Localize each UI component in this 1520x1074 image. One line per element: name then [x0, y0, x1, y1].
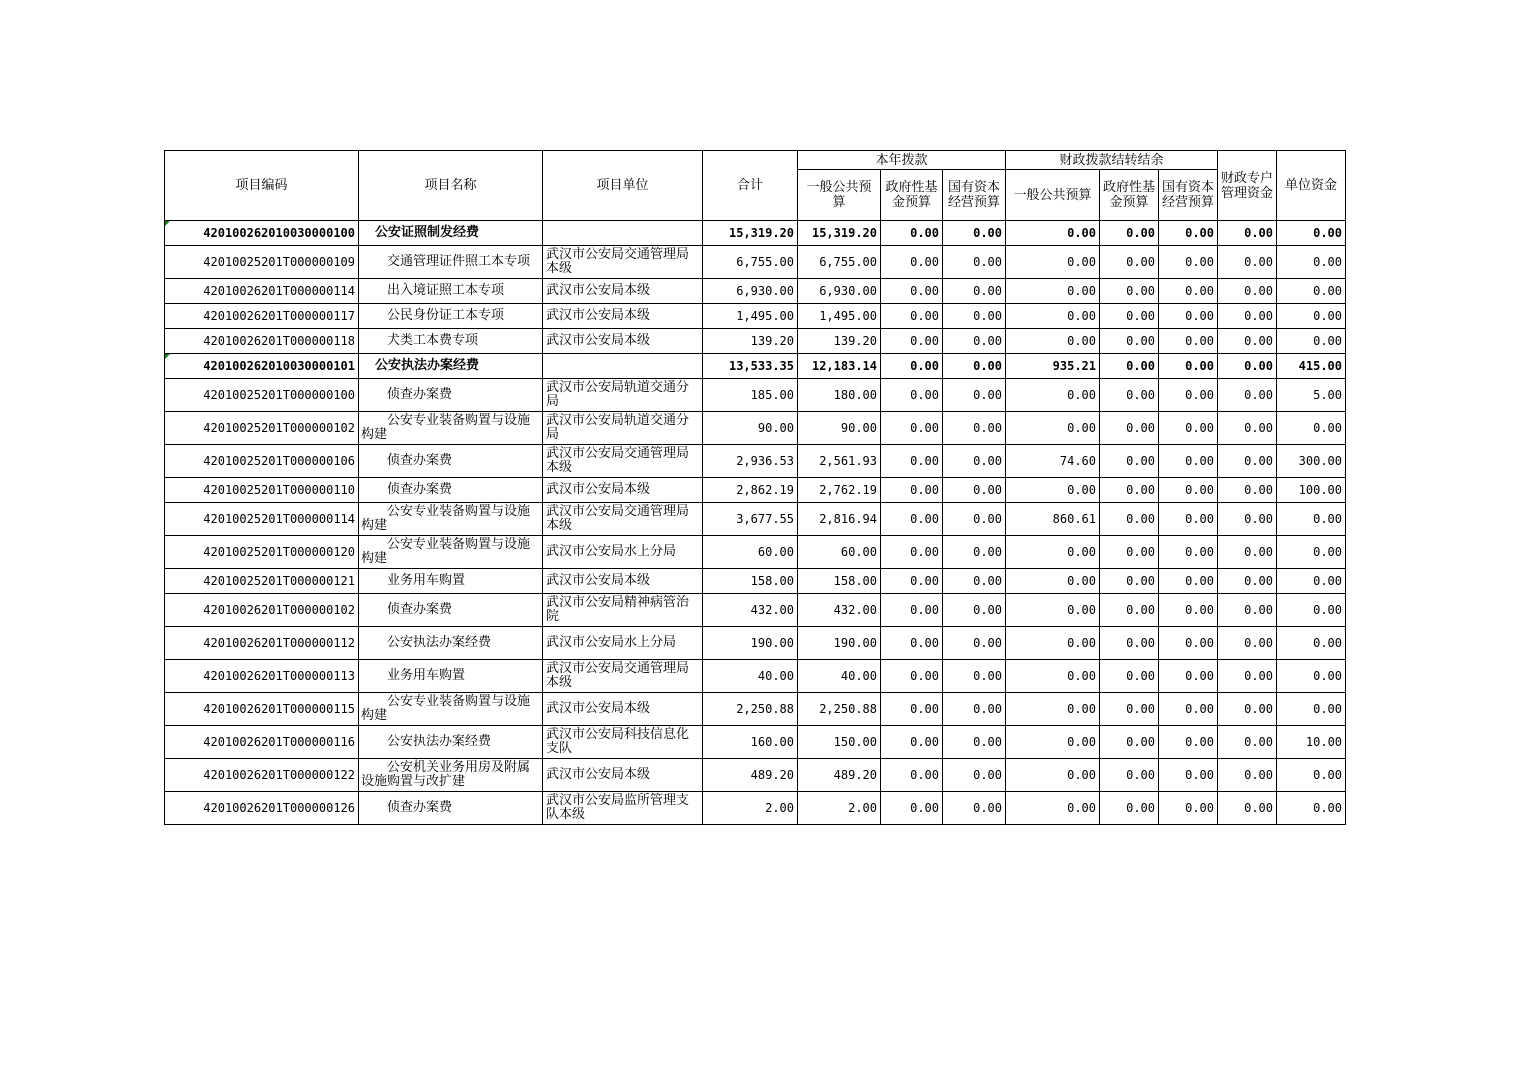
current-general-cell: 2,762.19 — [798, 478, 881, 503]
special-account-cell: 0.00 — [1218, 478, 1277, 503]
project-name-cell: 公安专业装备购置与设施构建 — [359, 536, 543, 569]
carryover-general-cell: 0.00 — [1006, 246, 1100, 279]
project-code-text: 42010026201T000000114 — [203, 284, 355, 298]
project-unit-cell — [543, 221, 703, 246]
current-state-capital-cell: 0.00 — [943, 759, 1006, 792]
carryover-general-cell: 0.00 — [1006, 379, 1100, 412]
current-state-capital-cell: 0.00 — [943, 221, 1006, 246]
table-row — [165, 759, 1346, 792]
special-account-cell: 0.00 — [1218, 627, 1277, 660]
current-general-cell: 139.20 — [798, 329, 881, 354]
header-group-carryover: 财政拨款结转结余 — [1006, 151, 1218, 170]
current-gov-fund-cell: 0.00 — [881, 693, 943, 726]
current-state-capital-cell: 0.00 — [943, 594, 1006, 627]
table-row — [165, 594, 1346, 627]
table-row — [165, 792, 1346, 825]
carryover-general-cell: 0.00 — [1006, 329, 1100, 354]
header-total: 合计 — [703, 151, 798, 221]
header-carryover-general: 一般公共预算 — [1006, 170, 1100, 221]
current-state-capital-cell: 0.00 — [943, 279, 1006, 304]
carryover-gov-fund-cell: 0.00 — [1100, 660, 1159, 693]
project-unit-cell: 武汉市公安局交通管理局本级 — [543, 660, 703, 693]
project-name-cell: 公安证照制发经费 — [359, 221, 543, 246]
carryover-gov-fund-cell: 0.00 — [1100, 329, 1159, 354]
unit-funds-cell: 10.00 — [1277, 726, 1346, 759]
carryover-gov-fund-cell: 0.00 — [1100, 379, 1159, 412]
cell-comment-flag-icon — [165, 354, 170, 359]
carryover-gov-fund-cell: 0.00 — [1100, 759, 1159, 792]
project-code-text: 42010025201T000000102 — [203, 421, 355, 435]
special-account-cell: 0.00 — [1218, 304, 1277, 329]
project-code-cell — [165, 627, 359, 660]
carryover-general-cell: 0.00 — [1006, 726, 1100, 759]
special-account-cell: 0.00 — [1218, 536, 1277, 569]
carryover-state-capital-cell: 0.00 — [1159, 445, 1218, 478]
carryover-general-cell: 0.00 — [1006, 478, 1100, 503]
project-name-cell: 侦查办案费 — [359, 478, 543, 503]
project-code-text: 42010025201T000000121 — [203, 574, 355, 588]
project-name-cell: 业务用车购置 — [359, 660, 543, 693]
project-code-text: 42010025201T000000114 — [203, 512, 355, 526]
carryover-gov-fund-cell: 0.00 — [1100, 536, 1159, 569]
carryover-state-capital-cell: 0.00 — [1159, 503, 1218, 536]
header-carryover-gov-fund: 政府性基金预算 — [1100, 170, 1159, 221]
unit-funds-cell: 0.00 — [1277, 792, 1346, 825]
current-general-cell: 190.00 — [798, 627, 881, 660]
project-code-cell — [165, 246, 359, 279]
current-gov-fund-cell: 0.00 — [881, 660, 943, 693]
special-account-cell: 0.00 — [1218, 412, 1277, 445]
carryover-gov-fund-cell: 0.00 — [1100, 221, 1159, 246]
special-account-cell: 0.00 — [1218, 279, 1277, 304]
total-cell: 3,677.55 — [703, 503, 798, 536]
cell-comment-flag-icon — [165, 221, 170, 226]
project-unit-cell: 武汉市公安局水上分局 — [543, 627, 703, 660]
project-code-cell — [165, 503, 359, 536]
project-code-text: 42010026201T000000118 — [203, 334, 355, 348]
project-unit-cell: 武汉市公安局本级 — [543, 478, 703, 503]
project-name-cell: 业务用车购置 — [359, 569, 543, 594]
current-state-capital-cell: 0.00 — [943, 445, 1006, 478]
project-code-text: 42010025201T000000109 — [203, 255, 355, 269]
special-account-cell: 0.00 — [1218, 379, 1277, 412]
current-general-cell: 150.00 — [798, 726, 881, 759]
current-gov-fund-cell: 0.00 — [881, 445, 943, 478]
special-account-cell: 0.00 — [1218, 246, 1277, 279]
carryover-gov-fund-cell: 0.00 — [1100, 354, 1159, 379]
project-code-cell — [165, 221, 359, 246]
project-code-cell — [165, 329, 359, 354]
carryover-state-capital-cell: 0.00 — [1159, 412, 1218, 445]
project-code-text: 42010026201T000000113 — [203, 669, 355, 683]
unit-funds-cell: 0.00 — [1277, 329, 1346, 354]
current-state-capital-cell: 0.00 — [943, 304, 1006, 329]
project-unit-cell: 武汉市公安局水上分局 — [543, 536, 703, 569]
carryover-state-capital-cell: 0.00 — [1159, 478, 1218, 503]
header-unit: 项目单位 — [543, 151, 703, 221]
carryover-gov-fund-cell: 0.00 — [1100, 594, 1159, 627]
header-unit-funds: 单位资金 — [1277, 151, 1346, 221]
current-gov-fund-cell: 0.00 — [881, 221, 943, 246]
project-code-text: 420100262010030000101 — [203, 359, 355, 373]
carryover-state-capital-cell: 0.00 — [1159, 759, 1218, 792]
total-cell: 158.00 — [703, 569, 798, 594]
current-general-cell: 6,755.00 — [798, 246, 881, 279]
unit-funds-cell: 0.00 — [1277, 412, 1346, 445]
current-general-cell: 158.00 — [798, 569, 881, 594]
header-carryover-state-capital: 国有资本经营预算 — [1159, 170, 1218, 221]
current-general-cell: 40.00 — [798, 660, 881, 693]
current-gov-fund-cell: 0.00 — [881, 594, 943, 627]
project-code-cell — [165, 594, 359, 627]
special-account-cell: 0.00 — [1218, 221, 1277, 246]
special-account-cell: 0.00 — [1218, 569, 1277, 594]
project-code-text: 42010026201T000000122 — [203, 768, 355, 782]
current-general-cell: 6,930.00 — [798, 279, 881, 304]
carryover-gov-fund-cell: 0.00 — [1100, 246, 1159, 279]
project-unit-cell: 武汉市公安局本级 — [543, 329, 703, 354]
current-gov-fund-cell: 0.00 — [881, 246, 943, 279]
carryover-state-capital-cell: 0.00 — [1159, 354, 1218, 379]
total-cell: 2,936.53 — [703, 445, 798, 478]
project-code-text: 42010026201T000000112 — [203, 636, 355, 650]
unit-funds-cell: 0.00 — [1277, 693, 1346, 726]
special-account-cell: 0.00 — [1218, 594, 1277, 627]
carryover-general-cell: 935.21 — [1006, 354, 1100, 379]
project-unit-cell: 武汉市公安局精神病管治院 — [543, 594, 703, 627]
special-account-cell: 0.00 — [1218, 759, 1277, 792]
carryover-state-capital-cell: 0.00 — [1159, 693, 1218, 726]
total-cell: 160.00 — [703, 726, 798, 759]
current-general-cell: 2,561.93 — [798, 445, 881, 478]
unit-funds-cell: 5.00 — [1277, 379, 1346, 412]
project-code-cell — [165, 660, 359, 693]
header-special-account: 财政专户管理资金 — [1218, 151, 1277, 221]
carryover-gov-fund-cell: 0.00 — [1100, 503, 1159, 536]
project-code-cell — [165, 354, 359, 379]
project-code-text: 42010025201T000000100 — [203, 388, 355, 402]
project-unit-cell: 武汉市公安局科技信息化支队 — [543, 726, 703, 759]
carryover-state-capital-cell: 0.00 — [1159, 627, 1218, 660]
total-cell: 13,533.35 — [703, 354, 798, 379]
total-cell: 6,755.00 — [703, 246, 798, 279]
carryover-state-capital-cell: 0.00 — [1159, 569, 1218, 594]
project-code-cell — [165, 759, 359, 792]
carryover-state-capital-cell: 0.00 — [1159, 379, 1218, 412]
header-name: 项目名称 — [359, 151, 543, 221]
current-general-cell: 489.20 — [798, 759, 881, 792]
header-code: 项目编码 — [165, 151, 359, 221]
project-unit-cell: 武汉市公安局轨道交通分局 — [543, 412, 703, 445]
current-state-capital-cell: 0.00 — [943, 792, 1006, 825]
carryover-gov-fund-cell: 0.00 — [1100, 279, 1159, 304]
project-name-cell: 公安专业装备购置与设施构建 — [359, 503, 543, 536]
carryover-state-capital-cell: 0.00 — [1159, 594, 1218, 627]
current-gov-fund-cell: 0.00 — [881, 279, 943, 304]
header-current-state-capital: 国有资本经营预算 — [943, 170, 1006, 221]
carryover-state-capital-cell: 0.00 — [1159, 329, 1218, 354]
carryover-state-capital-cell: 0.00 — [1159, 660, 1218, 693]
current-state-capital-cell: 0.00 — [943, 693, 1006, 726]
total-cell: 489.20 — [703, 759, 798, 792]
table-header — [165, 151, 1346, 221]
carryover-general-cell: 0.00 — [1006, 536, 1100, 569]
total-cell: 2.00 — [703, 792, 798, 825]
current-general-cell: 60.00 — [798, 536, 881, 569]
current-state-capital-cell: 0.00 — [943, 660, 1006, 693]
project-name-cell: 侦查办案费 — [359, 445, 543, 478]
project-code-cell — [165, 279, 359, 304]
total-cell: 432.00 — [703, 594, 798, 627]
total-cell: 139.20 — [703, 329, 798, 354]
current-general-cell: 2,816.94 — [798, 503, 881, 536]
project-name-cell: 公安专业装备购置与设施构建 — [359, 412, 543, 445]
unit-funds-cell: 0.00 — [1277, 246, 1346, 279]
current-general-cell: 1,495.00 — [798, 304, 881, 329]
total-cell: 1,495.00 — [703, 304, 798, 329]
project-name-cell: 侦查办案费 — [359, 792, 543, 825]
carryover-gov-fund-cell: 0.00 — [1100, 445, 1159, 478]
current-gov-fund-cell: 0.00 — [881, 329, 943, 354]
header-current-general: 一般公共预算 — [798, 170, 881, 221]
project-code-cell — [165, 412, 359, 445]
project-name-cell: 侦查办案费 — [359, 594, 543, 627]
unit-funds-cell: 100.00 — [1277, 478, 1346, 503]
special-account-cell: 0.00 — [1218, 445, 1277, 478]
current-general-cell: 2,250.88 — [798, 693, 881, 726]
carryover-general-cell: 0.00 — [1006, 627, 1100, 660]
carryover-state-capital-cell: 0.00 — [1159, 792, 1218, 825]
project-name-cell: 出入境证照工本专项 — [359, 279, 543, 304]
carryover-general-cell: 860.61 — [1006, 503, 1100, 536]
table-row — [165, 569, 1346, 594]
carryover-general-cell: 0.00 — [1006, 569, 1100, 594]
carryover-general-cell: 0.00 — [1006, 279, 1100, 304]
current-gov-fund-cell: 0.00 — [881, 304, 943, 329]
current-state-capital-cell: 0.00 — [943, 379, 1006, 412]
table-body — [165, 221, 1346, 825]
unit-funds-cell: 0.00 — [1277, 569, 1346, 594]
table-row — [165, 304, 1346, 329]
project-unit-cell: 武汉市公安局本级 — [543, 693, 703, 726]
project-code-text: 420100262010030000100 — [203, 226, 355, 240]
unit-funds-cell: 0.00 — [1277, 660, 1346, 693]
project-unit-cell: 武汉市公安局本级 — [543, 304, 703, 329]
project-code-cell — [165, 693, 359, 726]
carryover-gov-fund-cell: 0.00 — [1100, 627, 1159, 660]
table-row — [165, 379, 1346, 412]
carryover-state-capital-cell: 0.00 — [1159, 304, 1218, 329]
project-name-cell: 公安执法办案经费 — [359, 354, 543, 379]
current-state-capital-cell: 0.00 — [943, 503, 1006, 536]
current-gov-fund-cell: 0.00 — [881, 503, 943, 536]
project-code-cell — [165, 478, 359, 503]
current-state-capital-cell: 0.00 — [943, 726, 1006, 759]
project-code-text: 42010026201T000000115 — [203, 702, 355, 716]
current-gov-fund-cell: 0.00 — [881, 354, 943, 379]
project-code-text: 42010026201T000000126 — [203, 801, 355, 815]
table-row — [165, 627, 1346, 660]
current-general-cell: 180.00 — [798, 379, 881, 412]
table-row — [165, 536, 1346, 569]
carryover-state-capital-cell: 0.00 — [1159, 726, 1218, 759]
unit-funds-cell: 0.00 — [1277, 627, 1346, 660]
project-name-cell: 公安机关业务用房及附属设施购置与改扩建 — [359, 759, 543, 792]
total-cell: 2,862.19 — [703, 478, 798, 503]
carryover-general-cell: 0.00 — [1006, 792, 1100, 825]
unit-funds-cell: 0.00 — [1277, 221, 1346, 246]
project-code-text: 42010026201T000000116 — [203, 735, 355, 749]
project-unit-cell: 武汉市公安局交通管理局本级 — [543, 445, 703, 478]
carryover-state-capital-cell: 0.00 — [1159, 279, 1218, 304]
unit-funds-cell: 0.00 — [1277, 594, 1346, 627]
current-gov-fund-cell: 0.00 — [881, 569, 943, 594]
project-name-cell: 公安执法办案经费 — [359, 726, 543, 759]
carryover-general-cell: 0.00 — [1006, 412, 1100, 445]
current-gov-fund-cell: 0.00 — [881, 759, 943, 792]
current-general-cell: 90.00 — [798, 412, 881, 445]
header-current-gov-fund: 政府性基金预算 — [881, 170, 943, 221]
project-code-cell — [165, 304, 359, 329]
carryover-gov-fund-cell: 0.00 — [1100, 693, 1159, 726]
unit-funds-cell: 415.00 — [1277, 354, 1346, 379]
carryover-state-capital-cell: 0.00 — [1159, 536, 1218, 569]
current-gov-fund-cell: 0.00 — [881, 379, 943, 412]
table-row — [165, 412, 1346, 445]
carryover-general-cell: 0.00 — [1006, 304, 1100, 329]
project-code-cell — [165, 379, 359, 412]
total-cell: 185.00 — [703, 379, 798, 412]
special-account-cell: 0.00 — [1218, 660, 1277, 693]
carryover-general-cell: 0.00 — [1006, 221, 1100, 246]
total-cell: 2,250.88 — [703, 693, 798, 726]
current-general-cell: 15,319.20 — [798, 221, 881, 246]
special-account-cell: 0.00 — [1218, 726, 1277, 759]
current-state-capital-cell: 0.00 — [943, 329, 1006, 354]
table-row — [165, 503, 1346, 536]
table-row — [165, 693, 1346, 726]
special-account-cell: 0.00 — [1218, 329, 1277, 354]
current-state-capital-cell: 0.00 — [943, 569, 1006, 594]
unit-funds-cell: 0.00 — [1277, 536, 1346, 569]
project-name-cell: 公安专业装备购置与设施构建 — [359, 693, 543, 726]
table-row — [165, 445, 1346, 478]
table-row — [165, 726, 1346, 759]
project-unit-cell: 武汉市公安局本级 — [543, 759, 703, 792]
project-code-cell — [165, 726, 359, 759]
table-group-row — [165, 354, 1346, 379]
carryover-gov-fund-cell: 0.00 — [1100, 304, 1159, 329]
special-account-cell: 0.00 — [1218, 354, 1277, 379]
project-name-cell: 犬类工本费专项 — [359, 329, 543, 354]
carryover-general-cell: 74.60 — [1006, 445, 1100, 478]
current-state-capital-cell: 0.00 — [943, 627, 1006, 660]
project-code-cell — [165, 445, 359, 478]
current-state-capital-cell: 0.00 — [943, 246, 1006, 279]
carryover-state-capital-cell: 0.00 — [1159, 246, 1218, 279]
project-unit-cell: 武汉市公安局交通管理局本级 — [543, 503, 703, 536]
carryover-gov-fund-cell: 0.00 — [1100, 792, 1159, 825]
project-unit-cell: 武汉市公安局本级 — [543, 569, 703, 594]
current-gov-fund-cell: 0.00 — [881, 627, 943, 660]
table-row — [165, 279, 1346, 304]
current-general-cell: 2.00 — [798, 792, 881, 825]
current-state-capital-cell: 0.00 — [943, 412, 1006, 445]
header-group-current: 本年拨款 — [798, 151, 1006, 170]
table-row — [165, 329, 1346, 354]
project-code-text: 42010026201T000000102 — [203, 603, 355, 617]
current-gov-fund-cell: 0.00 — [881, 726, 943, 759]
project-code-cell — [165, 569, 359, 594]
special-account-cell: 0.00 — [1218, 503, 1277, 536]
total-cell: 40.00 — [703, 660, 798, 693]
current-gov-fund-cell: 0.00 — [881, 536, 943, 569]
project-code-cell — [165, 536, 359, 569]
current-gov-fund-cell: 0.00 — [881, 792, 943, 825]
project-unit-cell: 武汉市公安局轨道交通分局 — [543, 379, 703, 412]
total-cell: 190.00 — [703, 627, 798, 660]
project-unit-cell: 武汉市公安局交通管理局本级 — [543, 246, 703, 279]
project-unit-cell: 武汉市公安局监所管理支队本级 — [543, 792, 703, 825]
project-unit-cell — [543, 354, 703, 379]
special-account-cell: 0.00 — [1218, 792, 1277, 825]
unit-funds-cell: 0.00 — [1277, 503, 1346, 536]
carryover-general-cell: 0.00 — [1006, 594, 1100, 627]
current-general-cell: 12,183.14 — [798, 354, 881, 379]
project-code-text: 42010026201T000000117 — [203, 309, 355, 323]
carryover-general-cell: 0.00 — [1006, 693, 1100, 726]
total-cell: 60.00 — [703, 536, 798, 569]
table-row — [165, 478, 1346, 503]
carryover-gov-fund-cell: 0.00 — [1100, 726, 1159, 759]
project-name-cell: 交通管理证件照工本专项 — [359, 246, 543, 279]
unit-funds-cell: 300.00 — [1277, 445, 1346, 478]
project-code-text: 42010025201T000000110 — [203, 483, 355, 497]
project-unit-cell: 武汉市公安局本级 — [543, 279, 703, 304]
table-row — [165, 660, 1346, 693]
current-gov-fund-cell: 0.00 — [881, 412, 943, 445]
current-general-cell: 432.00 — [798, 594, 881, 627]
total-cell: 90.00 — [703, 412, 798, 445]
current-state-capital-cell: 0.00 — [943, 536, 1006, 569]
unit-funds-cell: 0.00 — [1277, 279, 1346, 304]
project-name-cell: 公安执法办案经费 — [359, 627, 543, 660]
carryover-gov-fund-cell: 0.00 — [1100, 412, 1159, 445]
project-code-text: 42010025201T000000106 — [203, 454, 355, 468]
total-cell: 15,319.20 — [703, 221, 798, 246]
current-gov-fund-cell: 0.00 — [881, 478, 943, 503]
project-name-cell: 公民身份证工本专项 — [359, 304, 543, 329]
project-code-cell — [165, 792, 359, 825]
carryover-state-capital-cell: 0.00 — [1159, 221, 1218, 246]
table-group-row — [165, 221, 1346, 246]
current-state-capital-cell: 0.00 — [943, 478, 1006, 503]
budget-table — [164, 150, 1346, 825]
carryover-gov-fund-cell: 0.00 — [1100, 569, 1159, 594]
total-cell: 6,930.00 — [703, 279, 798, 304]
project-code-text: 42010025201T000000120 — [203, 545, 355, 559]
carryover-gov-fund-cell: 0.00 — [1100, 478, 1159, 503]
project-name-cell: 侦查办案费 — [359, 379, 543, 412]
current-state-capital-cell: 0.00 — [943, 354, 1006, 379]
unit-funds-cell: 0.00 — [1277, 759, 1346, 792]
carryover-general-cell: 0.00 — [1006, 759, 1100, 792]
unit-funds-cell: 0.00 — [1277, 304, 1346, 329]
table-row — [165, 246, 1346, 279]
special-account-cell: 0.00 — [1218, 693, 1277, 726]
carryover-general-cell: 0.00 — [1006, 660, 1100, 693]
